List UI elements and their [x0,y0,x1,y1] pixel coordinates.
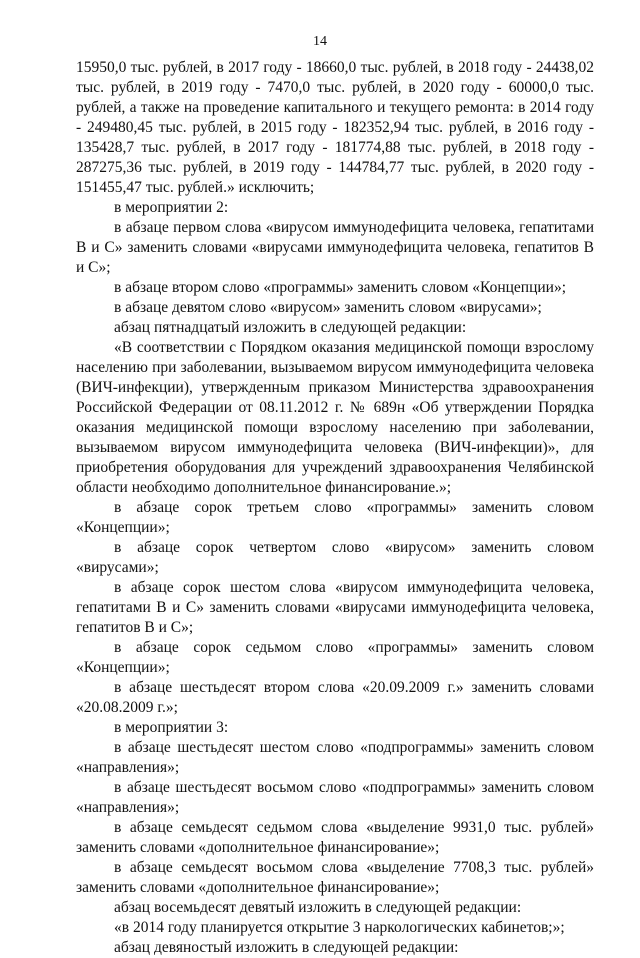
paragraph: в мероприятии 3: [114,719,229,736]
paragraph: в мероприятии 2: [114,199,229,216]
paragraph: абзац пятнадцатый изложить в следующей редакции: [114,319,467,336]
page-number: 14 [313,34,327,49]
paragraph: абзац девяностый изложить в следующей редакции: [114,939,459,956]
paragraph: в абзаце сорок третьем слово «программы» заменить словом «Концепции»; [76,499,594,536]
paragraph: в абзаце шестьдесят шестом слово «подпрограммы» заменить словом «направления»; [76,739,594,776]
paragraph: «в 2014 году планируется открытие 3 наркологических кабинетов;»; [114,919,565,936]
paragraph: в абзаце семьдесят восьмом слова «выделение 7708,3 тыс. рублей» заменить словами «дополнительное финансирование»; [76,859,594,896]
paragraph: в абзаце сорок четвертом слово «вирусом» заменить словом «вирусами»; [76,539,594,576]
paragraph: в абзаце семьдесят седьмом слова «выделение 9931,0 тыс. рублей» заменить словами «дополнительное финансирование»; [76,819,594,856]
paragraph: в абзаце втором слово «программы» заменить словом «Концепции»; [114,279,567,296]
paragraph: в абзаце первом слова «вирусом иммунодефицита человека, гепатитами В и С» заменить словами «вирусами иммунодефицита человека, гепатитов В и С»; [76,219,594,276]
paragraph: «В соответствии с Порядком оказания медицинской помощи взрослому населению при заболевании, вызываемом вирусом иммунодефицита человека (ВИЧ-инфекции), утвержденным приказом Министерства здравоохранения Российской Федерации от 08.11.2012 г. № 689н «Об утверждении Порядка оказания медицинской помощи взрослому населению при заболевании, вызываемом вирусом иммунодефицита человека (ВИЧ-инфекции)», для приобретения оборудования для учреждений здравоохранения Челябинской области необходимо дополнительное финансирование.»; [76,339,594,496]
paragraph: абзац восемьдесят девятый изложить в следующей редакции: [114,899,522,916]
paragraph: 15950,0 тыс. рублей, в 2017 году - 18660,0 тыс. рублей, в 2018 году - 24438,02 тыс. рублей, в 2019 году - 7470,0 тыс. рублей, в 2020 году - 60000,0 тыс. рублей, а также на проведение капитального и текущего ремонта: в 2014 году - 249480,45 тыс. рублей, в 2015 году - 182352,94 тыс. рублей, в 2016 году - 135428,7 тыс. рублей, в 2017 году - 181774,88 тыс. рублей, в 2018 году - 287275,36 тыс. рублей, в 2019 году - 144784,77 тыс. рублей, в 2020 году - 151455,47 тыс. рублей.» исключить; [76,59,594,196]
paragraph: в абзаце сорок седьмом слово «программы» заменить словом «Концепции»; [76,639,594,676]
paragraph: в абзаце девятом слово «вирусом» заменить словом «вирусами»; [114,299,542,316]
document-body [76,58,594,958]
paragraph: в абзаце шестьдесят втором слова «20.09.2009 г.» заменить словами «20.08.2009 г.»; [76,679,594,716]
paragraph: в абзаце шестьдесят восьмом слово «подпрограммы» заменить словом «направления»; [76,779,594,816]
paragraph: в абзаце сорок шестом слова «вирусом иммунодефицита человека, гепатитами В и С» заменить словами «вирусами иммунодефицита человека, гепатитов В и С»; [76,579,594,636]
